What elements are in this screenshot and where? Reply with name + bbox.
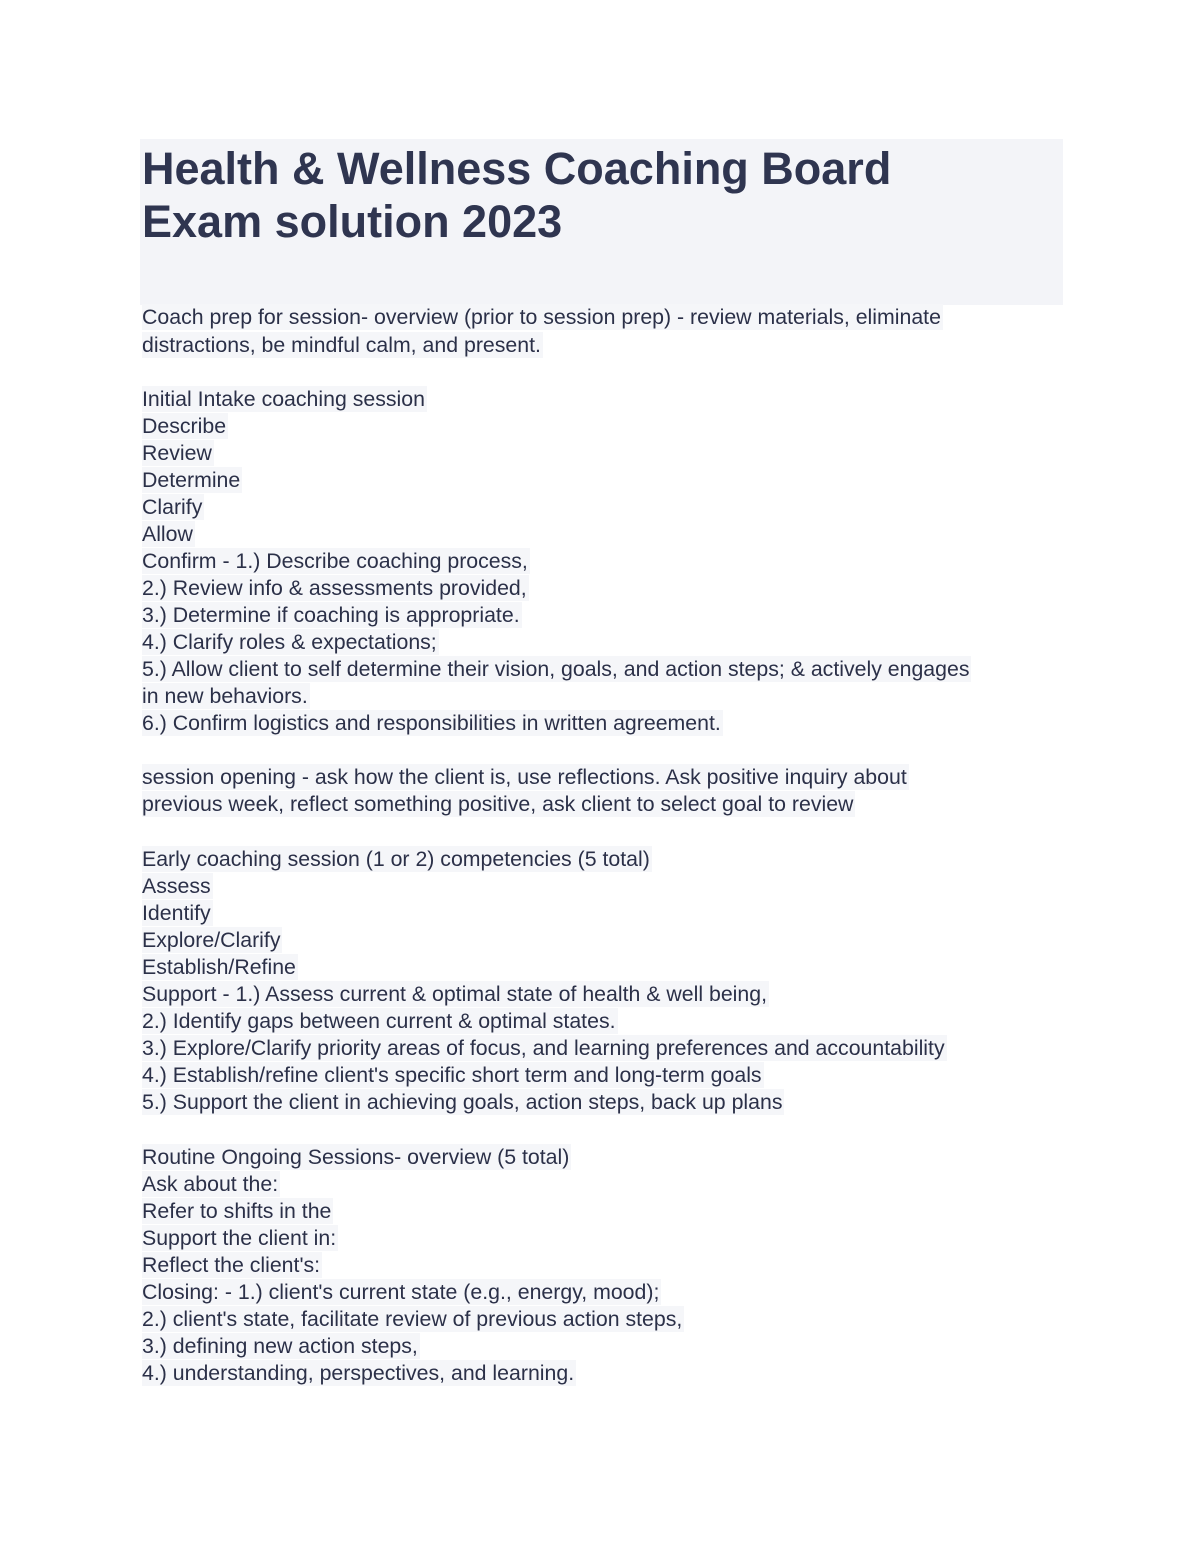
early-line: 4.) Establish/refine client's specific short term and long-term goals	[142, 1063, 762, 1087]
early-line: Assess	[142, 874, 211, 898]
early-line: Support - 1.) Assess current & optimal state of health & well being,	[142, 982, 768, 1006]
early-line: 3.) Explore/Clarify priority areas of focus, and learning preferences and accountability	[142, 1036, 945, 1060]
intake-line: 2.) Review info & assessments provided,	[142, 576, 527, 600]
early-line: Identify	[142, 901, 211, 925]
routine-line: 3.) defining new action steps,	[142, 1334, 418, 1358]
routine-line: Reflect the client's:	[142, 1253, 321, 1277]
intake-line: Clarify	[142, 495, 203, 519]
prep-line: Coach prep for session- overview (prior to session prep) - review materials, eliminate	[142, 305, 941, 329]
intake-line: 5.) Allow client to self determine their vision, goals, and action steps; & actively engages	[142, 657, 970, 681]
routine-line: Refer to shifts in the	[142, 1199, 332, 1223]
intake-line: Review	[142, 441, 212, 465]
routine-line: 2.) client's state, facilitate review of previous action steps,	[142, 1307, 683, 1331]
title-block	[140, 139, 1063, 305]
prep-line: distractions, be mindful calm, and present.	[142, 333, 541, 357]
routine-line: Ask about the:	[142, 1172, 279, 1196]
routine-line: 4.) understanding, perspectives, and learning.	[142, 1361, 575, 1385]
intake-line: 4.) Clarify roles & expectations;	[142, 630, 437, 654]
opening-line: session opening - ask how the client is, use reflections. Ask positive inquiry about	[142, 765, 907, 789]
opening-line: previous week, reflect something positive, ask client to select goal to review	[142, 792, 854, 816]
early-heading: Early coaching session (1 or 2) competencies (5 total)	[142, 847, 650, 871]
document-title-line-1: Health & Wellness Coaching Board	[142, 143, 892, 194]
intake-line: 3.) Determine if coaching is appropriate.	[142, 603, 520, 627]
intake-line: Determine	[142, 468, 241, 492]
document-title-line-2: Exam solution 2023	[142, 196, 563, 247]
early-line: Establish/Refine	[142, 955, 296, 979]
early-line: 2.) Identify gaps between current & optimal states.	[142, 1009, 616, 1033]
routine-line: Closing: - 1.) client's current state (e.g., energy, mood);	[142, 1280, 660, 1304]
intake-line: in new behaviors.	[142, 684, 308, 708]
intake-line: Confirm - 1.) Describe coaching process,	[142, 549, 528, 573]
intake-line: 6.) Confirm logistics and responsibilities in written agreement.	[142, 711, 721, 735]
intake-line: Describe	[142, 414, 227, 438]
intake-heading: Initial Intake coaching session	[142, 387, 425, 411]
early-line: Explore/Clarify	[142, 928, 281, 952]
routine-line: Support the client in:	[142, 1226, 337, 1250]
early-line: 5.) Support the client in achieving goals, action steps, back up plans	[142, 1090, 783, 1114]
routine-heading: Routine Ongoing Sessions- overview (5 total)	[142, 1145, 570, 1169]
intake-line: Allow	[142, 522, 193, 546]
